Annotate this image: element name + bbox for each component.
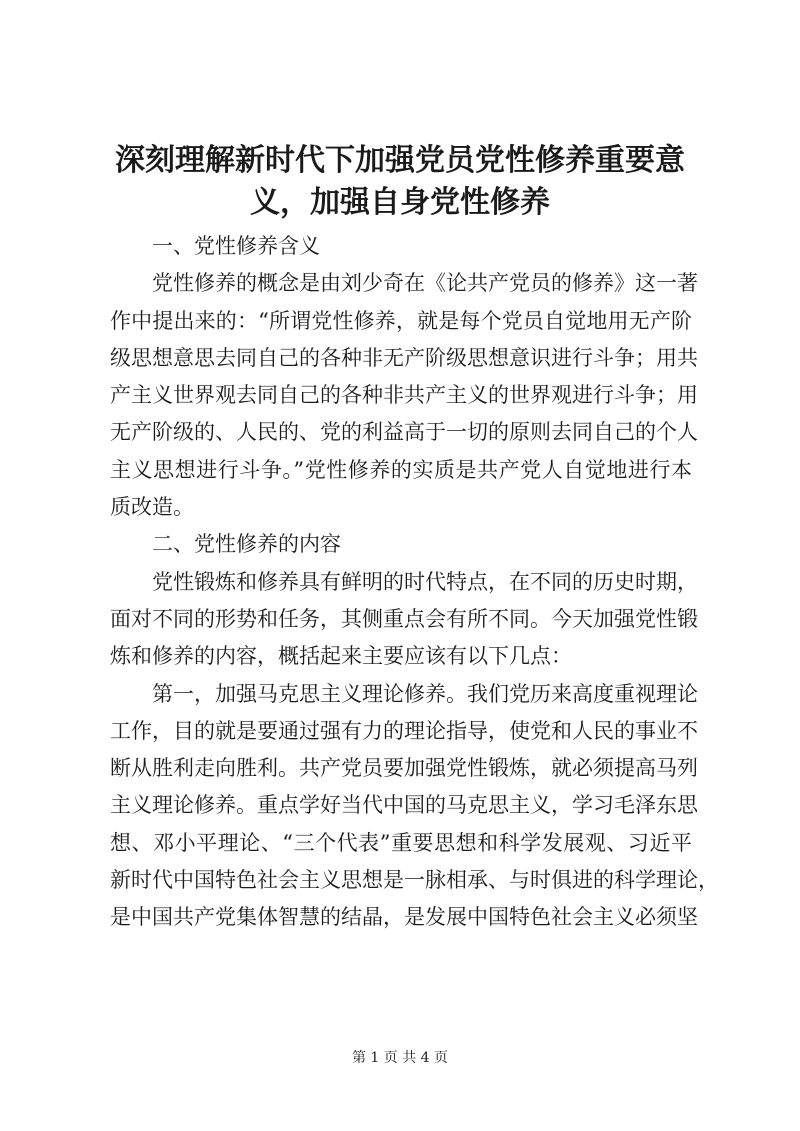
body-line: 面对不同的形势和任务，其侧重点会有所不同。今天加强党性锻 <box>110 606 698 631</box>
body-line: 主义思想进行斗争。”党性修养的实质是共产党人自觉地进行本 <box>110 457 692 482</box>
title-line: 深刻理解新时代下加强党员党性修养重要意 <box>115 143 685 178</box>
body-line: 一、党性修养含义 <box>152 234 320 258</box>
body-line: 新时代中国特色社会主义思想是一脉相承、与时俱进的科学理论， <box>110 868 719 893</box>
body-line: 工作，目的就是要通过强有力的理论指导，使党和人民的事业不 <box>110 718 698 743</box>
body-line: 质改造。 <box>110 495 194 520</box>
page-footer: 第 1 页 共 4 页 <box>351 1050 449 1066</box>
body-line: 无产阶级的、人民的、党的利益高于一切的原则去同自己的个人 <box>110 420 698 445</box>
document-title <box>100 140 700 224</box>
body-line: 炼和修养的内容，概括起来主要应该有以下几点： <box>110 644 572 669</box>
body-line: 党性锻炼和修养具有鲜明的时代特点，在不同的历史时期， <box>152 569 698 594</box>
body-line: 作中提出来的：“所谓党性修养，就是每个党员自觉地用无产阶 <box>110 308 692 333</box>
body-line: 断从胜利走向胜利。共产党员要加强党性锻炼，就必须提高马列 <box>110 756 698 781</box>
title-line: 义，加强自身党性修养 <box>250 185 550 220</box>
body-line: 二、党性修养的内容 <box>152 532 341 557</box>
document-body <box>110 228 719 937</box>
body-line: 想、邓小平理论、“三个代表”重要思想和科学发展观、习近平 <box>110 830 692 855</box>
body-line: 产主义世界观去同自己的各种非共产主义的世界观进行斗争；用 <box>110 383 698 408</box>
body-line: 第一，加强马克思主义理论修养。我们党历来高度重视理论 <box>152 681 698 706</box>
body-line: 主义理论修养。重点学好当代中国的马克思主义，学习毛泽东思 <box>110 793 698 818</box>
body-line: 党性修养的概念是由刘少奇在《论共产党员的修养》这一著 <box>152 271 698 296</box>
body-line: 级思想意思去同自己的各种非无产阶级思想意识进行斗争；用共 <box>110 345 698 370</box>
body-line: 是中国共产党集体智慧的结晶，是发展中国特色社会主义必须坚 <box>110 905 698 930</box>
